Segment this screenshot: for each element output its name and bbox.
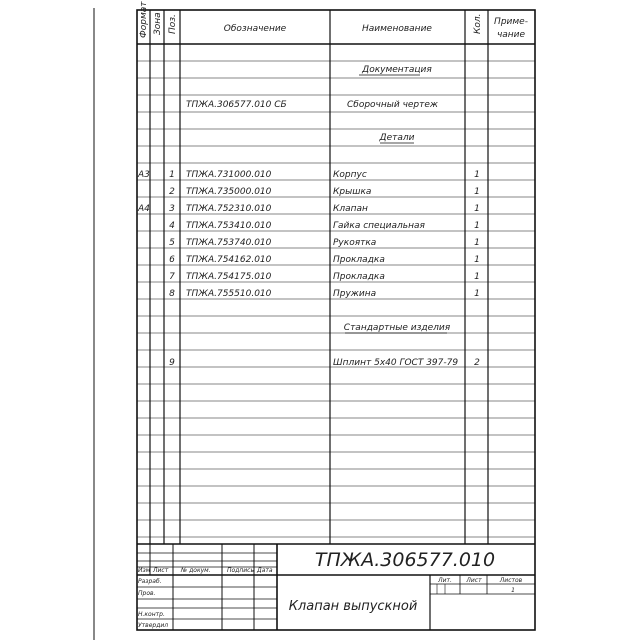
row-qty: 1	[474, 272, 480, 282]
row-name: Документация	[362, 65, 432, 75]
stamp-approved: Утвердил	[138, 622, 169, 629]
stamp-sheets: Листов	[499, 577, 523, 584]
table-row	[137, 170, 480, 180]
table-row	[169, 358, 480, 368]
header-designation: Обозначение	[223, 24, 287, 34]
stamp-checked: Пров.	[138, 590, 156, 597]
spec-rows	[137, 65, 480, 368]
row-name: Корпус	[333, 170, 367, 180]
row-lines	[137, 61, 535, 537]
table-row	[379, 133, 415, 143]
row-qty: 1	[474, 221, 480, 231]
header-zone: Зона	[153, 12, 163, 35]
row-name: Прокладка	[333, 255, 385, 265]
row-pos: 6	[169, 255, 175, 265]
row-qty: 1	[474, 187, 480, 197]
stamp-lit: Лит.	[438, 577, 452, 584]
table-row	[186, 100, 439, 110]
row-name: Стандартные изделия	[343, 323, 451, 333]
row-name: Рукоятка	[333, 238, 377, 248]
row-pos: 5	[169, 238, 175, 248]
table-row	[344, 323, 451, 333]
row-format: А4	[138, 204, 150, 214]
row-designation: ТПЖА.753740.010	[186, 238, 272, 248]
row-qty: 1	[474, 170, 480, 180]
table-row	[169, 255, 480, 265]
row-pos: 4	[169, 221, 175, 231]
title-block	[137, 544, 535, 630]
row-name: Крышка	[333, 187, 372, 197]
row-pos: 2	[169, 187, 175, 197]
header-pos: Поз.	[168, 14, 178, 34]
row-qty: 1	[474, 255, 480, 265]
row-format: А3	[138, 170, 150, 180]
stamp-col-sheet: Лист	[153, 567, 169, 574]
row-designation: ТПЖА.754162.010	[186, 255, 272, 265]
table-row	[169, 187, 480, 197]
stamp-col-doc-no: № докум.	[181, 567, 211, 574]
sheet-frame	[94, 8, 535, 640]
row-name: Гайка специальная	[333, 221, 425, 231]
row-qty: 1	[474, 289, 480, 299]
table-row	[169, 272, 480, 282]
row-pos: 3	[169, 204, 175, 214]
row-name: Пружина	[333, 289, 377, 299]
row-designation: ТПЖА.754175.010	[186, 272, 272, 282]
header-note-line1: Приме-	[494, 17, 528, 27]
row-name: Шплинт 5х40 ГОСТ 397-79	[333, 358, 459, 368]
row-pos: 8	[169, 289, 175, 299]
row-designation: ТПЖА.753410.010	[186, 221, 272, 231]
row-pos: 9	[169, 358, 175, 368]
row-pos: 7	[169, 272, 175, 282]
header-format: Формат	[139, 1, 149, 38]
stamp-sheet: Лист	[466, 577, 482, 584]
row-name: Клапан	[333, 204, 368, 214]
stamp-sheets-value: 1	[511, 587, 515, 594]
row-name: Прокладка	[333, 272, 385, 282]
row-pos: 1	[169, 170, 175, 180]
row-qty: 1	[474, 204, 480, 214]
row-name: Детали	[379, 133, 415, 143]
table-row	[169, 238, 480, 248]
row-designation: ТПЖА.731000.010	[186, 170, 272, 180]
stamp-norm-control: Н.контр.	[138, 611, 165, 618]
row-designation: ТПЖА.755510.010	[186, 289, 272, 299]
table-header	[139, 1, 528, 40]
table-row	[169, 289, 480, 299]
stamp-col-change: Изм	[138, 567, 151, 574]
stamp-developed: Разраб.	[138, 578, 162, 585]
stamp-col-signature: Подпись	[227, 567, 254, 574]
header-qty: Кол.	[473, 13, 483, 34]
table-row	[169, 221, 480, 231]
row-name: Сборочный чертеж	[347, 100, 439, 110]
row-designation: ТПЖА.752310.010	[186, 204, 272, 214]
row-designation: ТПЖА.306577.010 СБ	[186, 100, 287, 110]
table-row	[137, 204, 480, 214]
header-name: Наименование	[362, 24, 432, 34]
header-note-line2: чание	[496, 30, 526, 40]
row-qty: 1	[474, 238, 480, 248]
document-title: Клапан выпускной	[288, 599, 418, 614]
document-code: ТПЖА.306577.010	[314, 549, 496, 571]
table-row	[359, 65, 432, 75]
row-qty: 2	[474, 358, 480, 368]
row-designation: ТПЖА.735000.010	[186, 187, 272, 197]
stamp-col-date: Дата	[257, 567, 273, 574]
